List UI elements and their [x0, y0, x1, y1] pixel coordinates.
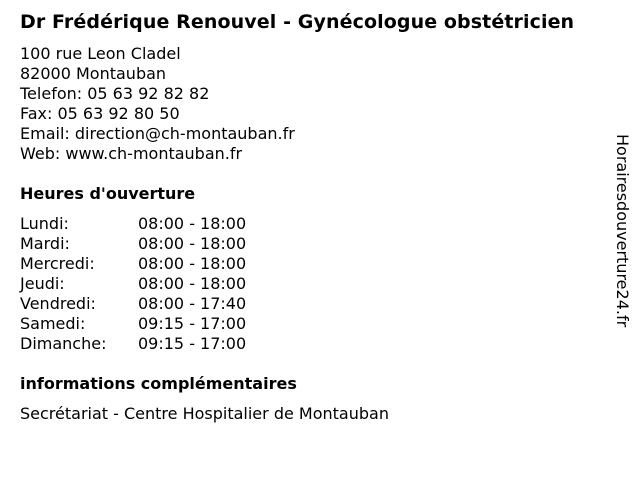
- time-range: 08:00 - 18:00: [138, 214, 247, 233]
- hours-row-thursday: [20, 274, 280, 294]
- day-label: Vendredi:: [20, 294, 96, 313]
- day-label: Dimanche:: [20, 334, 107, 353]
- day-label: Samedi:: [20, 314, 86, 333]
- email-line: Email: direction@ch-montauban.fr: [20, 124, 295, 143]
- time-range: 08:00 - 18:00: [138, 254, 247, 273]
- day-label: Mercredi:: [20, 254, 95, 273]
- site-watermark: Horairesdouverture24.fr: [613, 134, 632, 328]
- hours-row-saturday: [20, 314, 280, 334]
- time-range: 09:15 - 17:00: [138, 334, 247, 353]
- contact-block: [20, 44, 295, 164]
- hours-row-monday: [20, 214, 280, 234]
- hours-row-tuesday: [20, 234, 280, 254]
- additional-info-text: Secrétariat - Centre Hospitalier de Montauban: [20, 404, 389, 423]
- additional-info-heading: informations complémentaires: [20, 374, 297, 393]
- page-title: Dr Frédérique Renouvel - Gynécologue obstétricien: [20, 11, 575, 33]
- hours-row-wednesday: [20, 254, 280, 274]
- phone-line: Telefon: 05 63 92 82 82: [20, 84, 210, 103]
- hours-row-friday: [20, 294, 280, 314]
- opening-hours-heading: Heures d'ouverture: [20, 184, 196, 203]
- time-range: 08:00 - 18:00: [138, 274, 247, 293]
- time-range: 08:00 - 17:40: [138, 294, 247, 313]
- day-label: Lundi:: [20, 214, 69, 233]
- hours-row-sunday: [20, 334, 280, 354]
- time-range: 09:15 - 17:00: [138, 314, 247, 333]
- fax-line: Fax: 05 63 92 80 50: [20, 104, 180, 123]
- time-range: 08:00 - 18:00: [138, 234, 247, 253]
- day-label: Mardi:: [20, 234, 70, 253]
- web-line: Web: www.ch-montauban.fr: [20, 144, 243, 163]
- address-street: 100 rue Leon Cladel: [20, 44, 181, 63]
- day-label: Jeudi:: [20, 274, 65, 293]
- opening-hours-table: [20, 214, 280, 354]
- address-city: 82000 Montauban: [20, 64, 167, 83]
